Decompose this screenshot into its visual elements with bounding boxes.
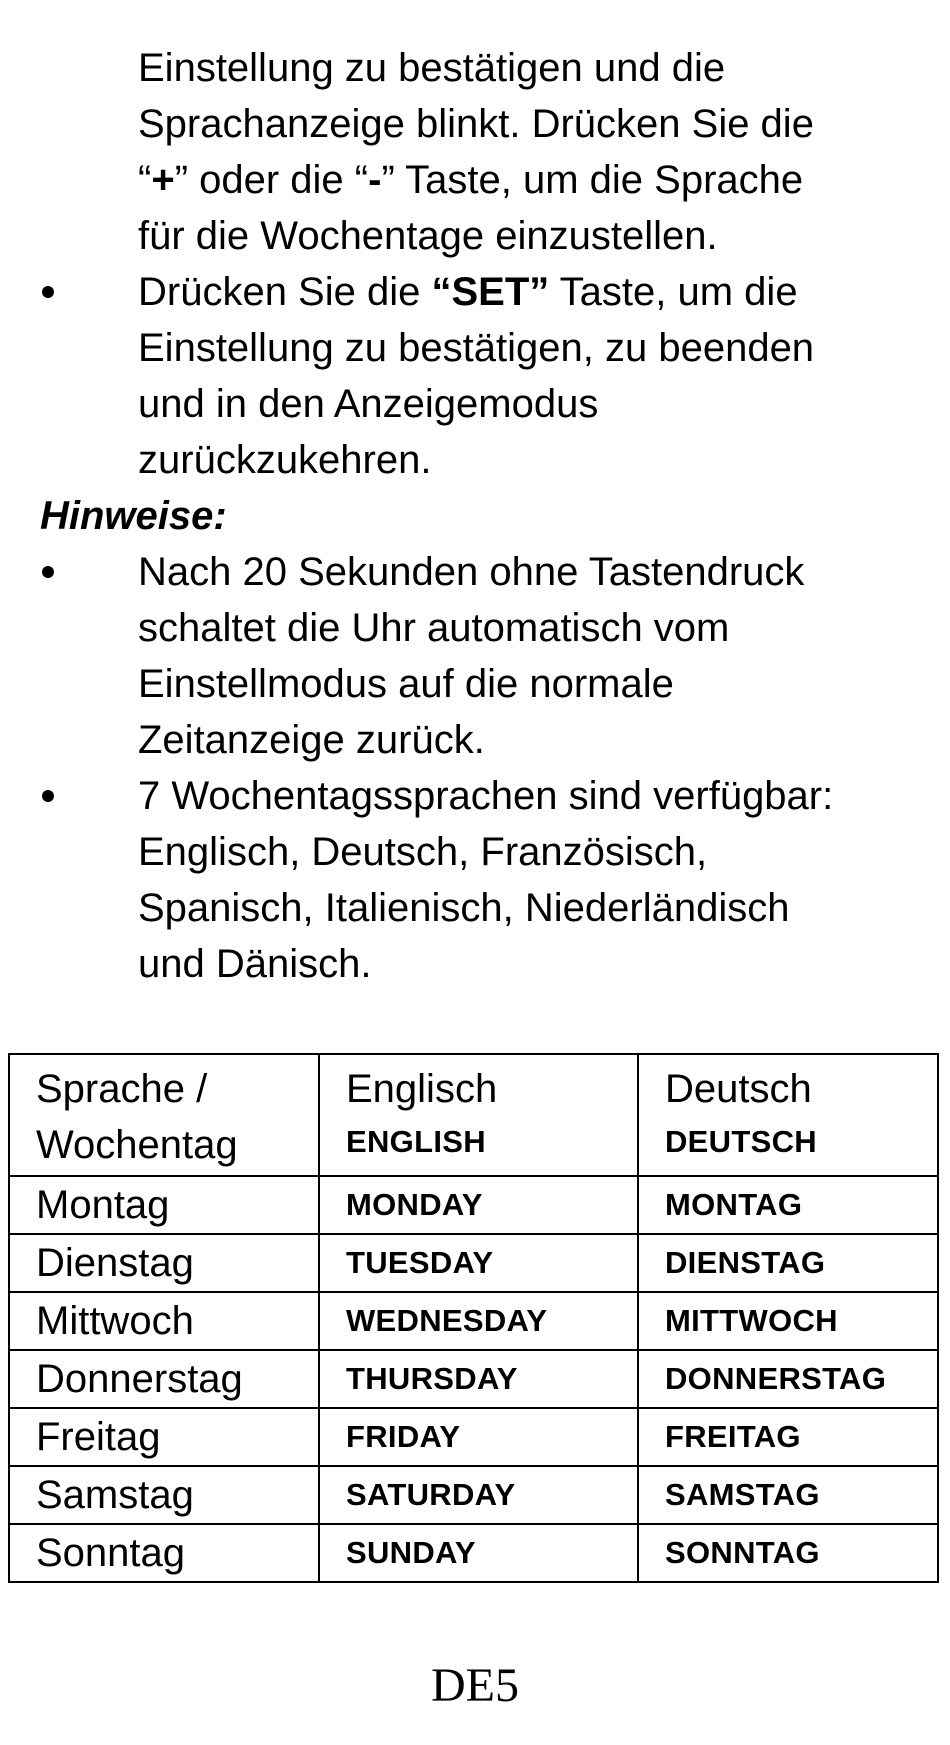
- table-row: [9, 1524, 938, 1582]
- text-fragment: ” oder die “: [174, 158, 369, 202]
- english-display-cell: MONDAY: [319, 1176, 638, 1234]
- page-number: DE5: [431, 1659, 519, 1712]
- bullet-item-set: [40, 264, 940, 320]
- text-line: Einstellung zu bestätigen, zu beenden: [138, 326, 815, 370]
- text-line: Zeitanzeige zurück.: [138, 718, 485, 762]
- bullet-item-timeout: [40, 544, 940, 600]
- text-fragment: Taste, um die: [549, 270, 798, 314]
- german-display-cell: FREITAG: [638, 1408, 938, 1466]
- table-row: [9, 1408, 938, 1466]
- text-fragment: 7 Wochentagssprachen sind verfügbar:: [138, 774, 834, 818]
- text-line: Sprachanzeige blinkt. Drücken Sie die: [138, 102, 814, 146]
- german-display-cell: SAMSTAG: [638, 1466, 938, 1524]
- english-display-cell: SATURDAY: [319, 1466, 638, 1524]
- header-display-label: ENGLISH: [346, 1124, 486, 1159]
- text-line: Einstellung zu bestätigen und die: [138, 46, 726, 90]
- german-display-cell: DIENSTAG: [638, 1234, 938, 1292]
- header-cell-german: [638, 1054, 938, 1176]
- text-fragment: ” Taste, um die Sprache: [381, 158, 804, 202]
- table-row: [9, 1350, 938, 1408]
- text-line: zurückzukehren.: [138, 438, 432, 482]
- header-label: Englisch: [346, 1067, 498, 1111]
- text-line: schaltet die Uhr automatisch vom: [138, 606, 730, 650]
- text-line: und Dänisch.: [138, 942, 372, 986]
- weekday-cell: Donnerstag: [9, 1350, 319, 1408]
- text-line: Einstellmodus auf die normale: [138, 662, 674, 706]
- header-label: Wochentag: [36, 1123, 238, 1167]
- table-row: [9, 1466, 938, 1524]
- table-row: [9, 1234, 938, 1292]
- german-display-cell: MONTAG: [638, 1176, 938, 1234]
- quote-open: “: [138, 158, 152, 202]
- plus-key-label: +: [151, 158, 175, 202]
- header-label: Sprache /: [36, 1067, 208, 1111]
- english-display-cell: WEDNESDAY: [319, 1292, 638, 1350]
- text-line: für die Wochentage einzustellen.: [138, 214, 718, 258]
- weekday-cell: Samstag: [9, 1466, 319, 1524]
- table-row: [9, 1176, 938, 1234]
- instructions-text: [40, 40, 940, 992]
- weekday-cell: Sonntag: [9, 1524, 319, 1582]
- text-line: Englisch, Deutsch, Französisch,: [138, 830, 708, 874]
- header-cell-english: [319, 1054, 638, 1176]
- text-fragment: Nach 20 Sekunden ohne Tastendruck: [138, 550, 805, 594]
- text-line-plus-minus: [40, 152, 940, 208]
- weekday-language-table: [8, 1053, 939, 1583]
- text-line: Spanisch, Italienisch, Niederländisch: [138, 886, 790, 930]
- header-label: Deutsch: [665, 1067, 812, 1111]
- text-line: und in den Anzeigemodus: [138, 382, 599, 426]
- minus-key-label: -: [368, 158, 382, 202]
- german-display-cell: SONNTAG: [638, 1524, 938, 1582]
- table-header-row: [9, 1054, 938, 1176]
- set-key-label: “SET”: [431, 270, 550, 314]
- german-display-cell: MITTWOCH: [638, 1292, 938, 1350]
- english-display-cell: FRIDAY: [319, 1408, 638, 1466]
- notes-heading: Hinweise:: [40, 494, 227, 538]
- weekday-cell: Mittwoch: [9, 1292, 319, 1350]
- table-row: [9, 1292, 938, 1350]
- bullet-item-languages: [40, 768, 940, 824]
- english-display-cell: TUESDAY: [319, 1234, 638, 1292]
- header-cell-language-weekday: [9, 1054, 319, 1176]
- weekday-cell: Dienstag: [9, 1234, 319, 1292]
- text-fragment: Drücken Sie die: [138, 270, 432, 314]
- english-display-cell: THURSDAY: [319, 1350, 638, 1408]
- weekday-cell: Freitag: [9, 1408, 319, 1466]
- german-display-cell: DONNERSTAG: [638, 1350, 938, 1408]
- weekday-cell: Montag: [9, 1176, 319, 1234]
- header-display-label: DEUTSCH: [665, 1124, 817, 1159]
- english-display-cell: SUNDAY: [319, 1524, 638, 1582]
